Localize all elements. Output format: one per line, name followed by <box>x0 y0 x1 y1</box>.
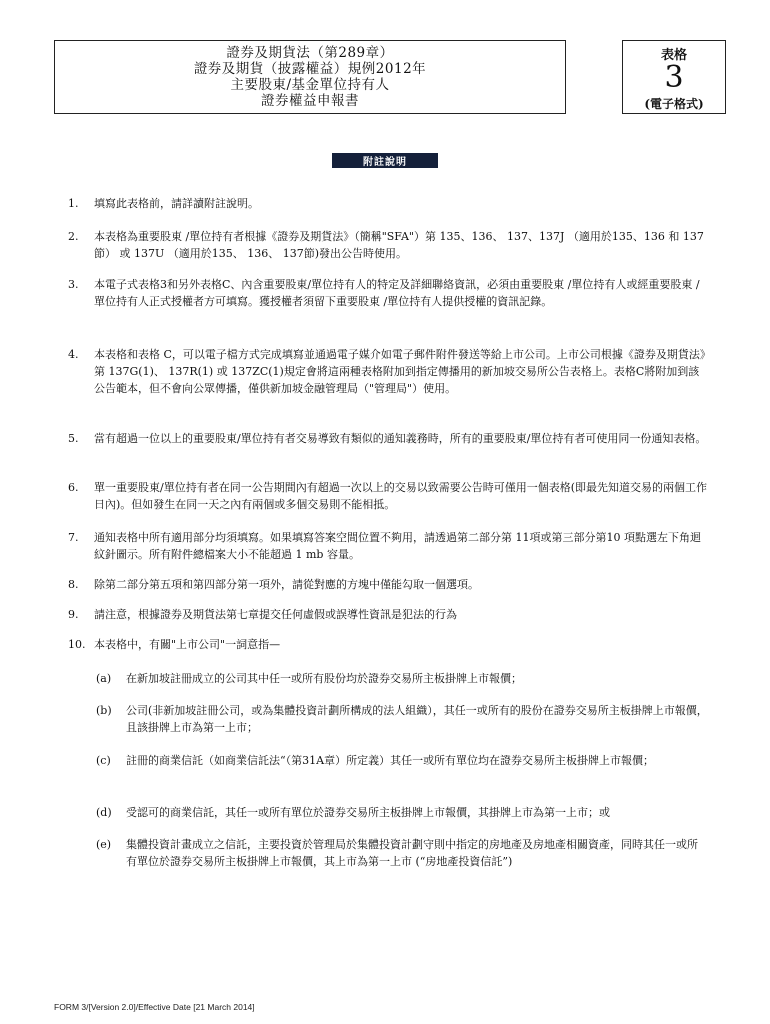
form-title-box <box>54 40 566 114</box>
title-line-2: 證券及期貨（披露權益）規例2012年 <box>193 61 427 77</box>
form-format: (電子格式) <box>644 97 704 111</box>
note-text: 本表格中，有關"上市公司"一詞意指— <box>94 638 281 651</box>
form-label: 表格 <box>660 48 687 63</box>
note-item-7 <box>68 529 708 563</box>
subitem-b <box>96 702 708 736</box>
subitem-label: (e) <box>96 838 112 851</box>
subitem-d <box>96 804 708 821</box>
note-text: 請注意，根據證券及期貨法第七章提交任何虛假或誤導性資訊是犯法的行為 <box>94 608 457 621</box>
note-item-4 <box>68 346 708 397</box>
note-number: 8. <box>68 578 79 591</box>
subitem-label: (d) <box>96 806 112 819</box>
note-item-2 <box>68 228 708 262</box>
note-number: 6. <box>68 481 79 494</box>
note-number: 4. <box>68 348 79 361</box>
notes-title-badge: 附註說明 <box>332 153 438 168</box>
form-number-box <box>622 40 726 114</box>
note-item-8 <box>68 576 708 593</box>
subitem-c <box>96 752 708 769</box>
note-number: 3. <box>68 278 79 291</box>
subitem-text: 集體投資計畫成立之信託，主要投資於管理局於集體投資計劃守則中指定的房地產及房地產相關資產，同時其任一或所有單位於證券交易所主板掛牌上市報價，其上市為第一上市 (“房地產投資信託”) <box>126 838 698 868</box>
note-number: 5. <box>68 432 79 445</box>
form-version-footer: FORM 3/[Version 2.0]/Effective Date [21 March 2014] <box>54 1002 255 1012</box>
note-text: 填寫此表格前，請詳讀附註說明。 <box>94 197 259 210</box>
note-text: 本電子式表格3和另外表格C、內含重要股東/單位持有人的特定及詳細聯絡資訊，必須由重要股東 /單位持有人或經重要股東 /單位持有人正式授權者方可填寫。獲授權者須留下重要股東 /單位持有人提供授權的資訊記錄。 <box>94 278 700 308</box>
subitem-text: 註冊的商業信託（如商業信託法“（第31A章）所定義）其任一或所有單位均在證券交易所主板掛牌上市報價； <box>126 754 655 767</box>
note-number: 10. <box>68 638 86 651</box>
title-line-3: 主要股東/基金單位持有人 <box>230 77 390 93</box>
title-line-4: 證券權益申報書 <box>261 93 359 109</box>
note-item-1 <box>68 195 708 212</box>
note-item-10 <box>68 636 708 653</box>
subitem-text: 受認可的商業信託，其任一或所有單位於證券交易所主板掛牌上市報價，其掛牌上市為第一上市；或 <box>126 806 610 819</box>
note-number: 9. <box>68 608 79 621</box>
subitem-a <box>96 670 708 687</box>
subitem-text: 公司(非新加坡註冊公司，或為集體投資計劃所構成的法人組織），其任一或所有的股份在證券交易所主板掛牌上市報價，且該掛牌上市為第一上市； <box>126 704 708 734</box>
title-line-1: 證券及期貨法（第289章） <box>226 45 394 61</box>
note-text: 當有超過一位以上的重要股東/單位持有者交易導致有類似的通知義務時，所有的重要股東/單位持有者可使用同一份通知表格。 <box>94 432 707 445</box>
subitem-text: 在新加坡註冊成立的公司其中任一或所有股份均於證券交易所主板掛牌上市報價； <box>126 672 522 685</box>
note-text: 除第二部分第五項和第四部分第一項外，請從對應的方塊中僅能勾取一個選項。 <box>94 578 479 591</box>
subitem-label: (a) <box>96 672 112 685</box>
form-number: 3 <box>664 60 684 95</box>
subitem-label: (b) <box>96 704 112 717</box>
note-number: 2. <box>68 230 79 243</box>
note-item-6 <box>68 479 708 513</box>
note-text: 本表格為重要股東 /單位持有者根據《證券及期貨法》（簡稱"SFA"）第 135、136、 137、137J （適用於135、136 和 137 節） 或 137U （適用於135、 136、 137節)發出公告時使用。 <box>94 230 704 260</box>
note-text: 通知表格中所有適用部分均須填寫。如果填寫答案空間位置不夠用，請透過第二部分第 11項或第三部分第10 項點選左下角迴紋針圖示。所有附件總檔案大小不能超過 1 mb 容量。 <box>94 531 701 561</box>
subitem-label: (c) <box>96 754 111 767</box>
note-item-3 <box>68 276 708 310</box>
subitem-e <box>96 836 708 870</box>
note-text: 單一重要股東/單位持有者在同一公告期間內有超過一次以上的交易以致需要公告時可僅用一個表格(即最先知道交易的兩個工作日內)。但如發生在同一天之內有兩個或多個交易則不能相抵。 <box>94 481 707 511</box>
note-text: 本表格和表格 C，可以電子檔方式完成填寫並通過電子媒介如電子郵件附件發送等給上市公司。上市公司根據《證券及期貨法》第 137G(1)、 137R(1) 或 137ZC(1)規定會將這兩種表格附加到指定傳播用的新加坡交易所公告表格上。表格C將附加到該公告範本，但不會向公眾傳播，僅供新加坡金融管理局（"管理局"）使用。 <box>94 348 706 395</box>
note-item-5 <box>68 430 708 447</box>
note-item-9 <box>68 606 708 623</box>
note-number: 1. <box>68 197 79 210</box>
note-number: 7. <box>68 531 79 544</box>
